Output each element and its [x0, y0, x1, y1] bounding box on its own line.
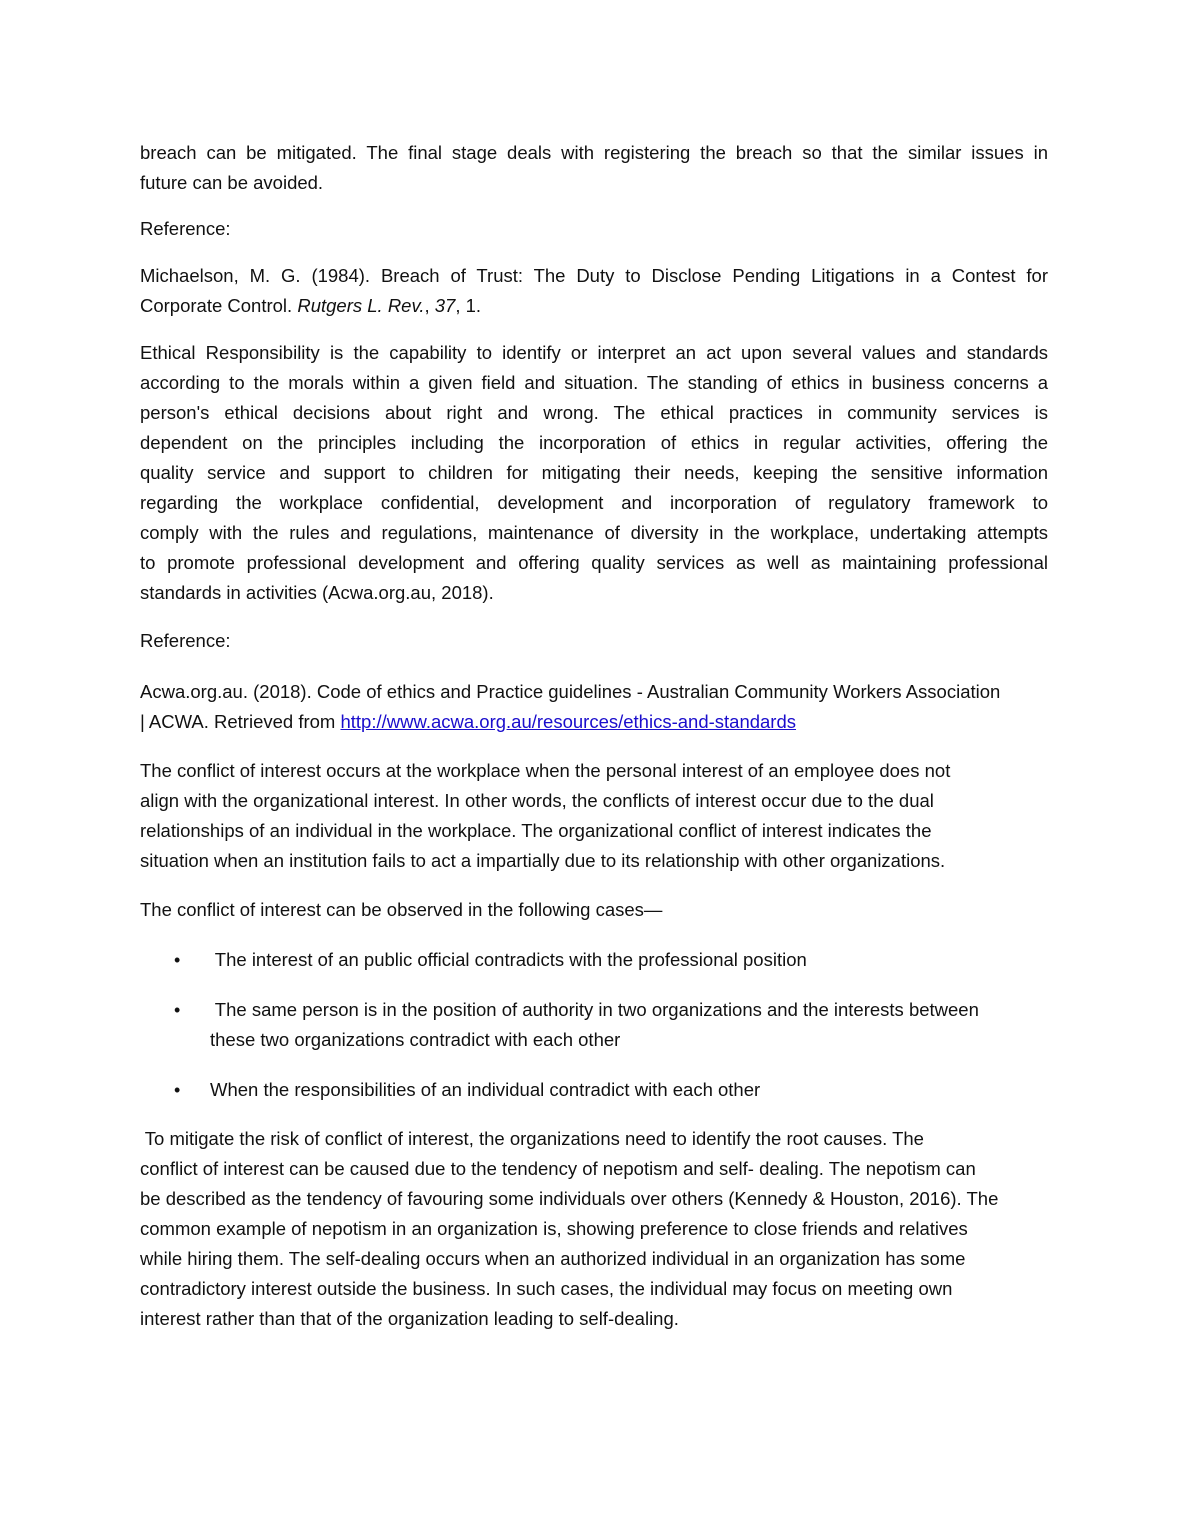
text-line: Michaelson, M. G. (1984). Breach of Trust: The Duty to Disclose Pending Litigations in a Contest for: [140, 265, 1048, 286]
text-line: breach can be mitigated. The final stage deals with registering the breach so that the similar issues in: [140, 142, 1048, 163]
reference-heading-1: [140, 214, 1048, 244]
ref-page: , 1.: [455, 295, 482, 316]
bullet-icon: •: [174, 950, 181, 970]
text-line: interest rather than that of the organization leading to self-dealing.: [140, 1308, 679, 1329]
paragraph-ethical-responsibility: [140, 338, 1048, 608]
text-line: The same person is in the position of authority in two organizations and the interests between: [210, 999, 979, 1020]
text-line: regarding the workplace confidential, development and incorporation of regulatory framework to: [140, 492, 1048, 513]
text-line: To mitigate the risk of conflict of interest, the organizations need to identify the root causes. The: [140, 1128, 924, 1149]
reference-michaelson: [140, 261, 1048, 321]
text-line: When the responsibilities of an individual contradict with each other: [210, 1079, 761, 1100]
text-line: The conflict of interest occurs at the workplace when the personal interest of an employee does not: [140, 760, 951, 781]
ref-text: | ACWA. Retrieved from: [140, 711, 341, 732]
cases-intro: [140, 895, 1048, 925]
paragraph-conflict-of-interest: [140, 756, 1048, 876]
text-line: contradictory interest outside the business. In such cases, the individual may focus on meeting own: [140, 1278, 953, 1299]
text-line: Reference:: [140, 630, 231, 651]
journal-name: Rutgers L. Rev.: [297, 295, 425, 316]
text-line: Acwa.org.au. (2018). Code of ethics and Practice guidelines - Australian Community Workers Association: [140, 681, 1001, 702]
text-line: dependent on the principles including the incorporation of ethics in regular activities, offering the: [140, 432, 1048, 453]
text-line: be described as the tendency of favouring some individuals over others (Kennedy & Houston, 2016). The: [140, 1188, 999, 1209]
text-line: comply with the rules and regulations, maintenance of diversity in the workplace, undertaking attempts: [140, 522, 1048, 543]
text-line: Ethical Responsibility is the capability to identify or interpret an act upon several values and standards: [140, 342, 1048, 363]
paragraph-breach-conclusion: [140, 138, 1048, 198]
text-line: Reference:: [140, 218, 231, 239]
acwa-link[interactable]: http://www.acwa.org.au/resources/ethics-and-standards: [340, 711, 797, 732]
text-line: [140, 291, 1048, 321]
text-line: situation when an institution fails to act a impartially due to its relationship with other organizations.: [140, 850, 946, 871]
reference-acwa: [140, 677, 1048, 737]
text-line: future can be avoided.: [140, 172, 324, 193]
text-line: according to the morals within a given field and situation. The standing of ethics in business concerns a: [140, 372, 1048, 393]
text-line: these two organizations contradict with each other: [210, 1029, 621, 1050]
text-line: conflict of interest can be caused due to the tendency of nepotism and self- dealing. The nepotism can: [140, 1158, 976, 1179]
text-line: [140, 707, 1048, 737]
paragraph-mitigation: [140, 1124, 1048, 1334]
bullet-icon: •: [174, 1080, 181, 1100]
text-line: The interest of an public official contradicts with the professional position: [210, 949, 807, 970]
text-line: standards in activities (Acwa.org.au, 2018).: [140, 582, 494, 603]
text-line: relationships of an individual in the workplace. The organizational conflict of interest indicates the: [140, 820, 932, 841]
text-line: while hiring them. The self-dealing occurs when an authorized individual in an organization has some: [140, 1248, 966, 1269]
reference-heading-2: [140, 626, 1048, 656]
text-line: align with the organizational interest. In other words, the conflicts of interest occur due to the dual: [140, 790, 934, 811]
ref-sep: ,: [424, 295, 435, 316]
journal-volume: 37: [434, 295, 456, 316]
bullet-icon: •: [174, 1000, 181, 1020]
text-line: The conflict of interest can be observed in the following cases—: [140, 899, 663, 920]
ref-text: Corporate Control.: [140, 295, 298, 316]
text-line: quality service and support to children for mitigating their needs, keeping the sensitive information: [140, 462, 1048, 483]
text-line: common example of nepotism in an organization is, showing preference to close friends and relatives: [140, 1218, 968, 1239]
text-line: to promote professional development and offering quality services as well as maintaining professional: [140, 552, 1048, 573]
text-line: person's ethical decisions about right and wrong. The ethical practices in community services is: [140, 402, 1048, 423]
